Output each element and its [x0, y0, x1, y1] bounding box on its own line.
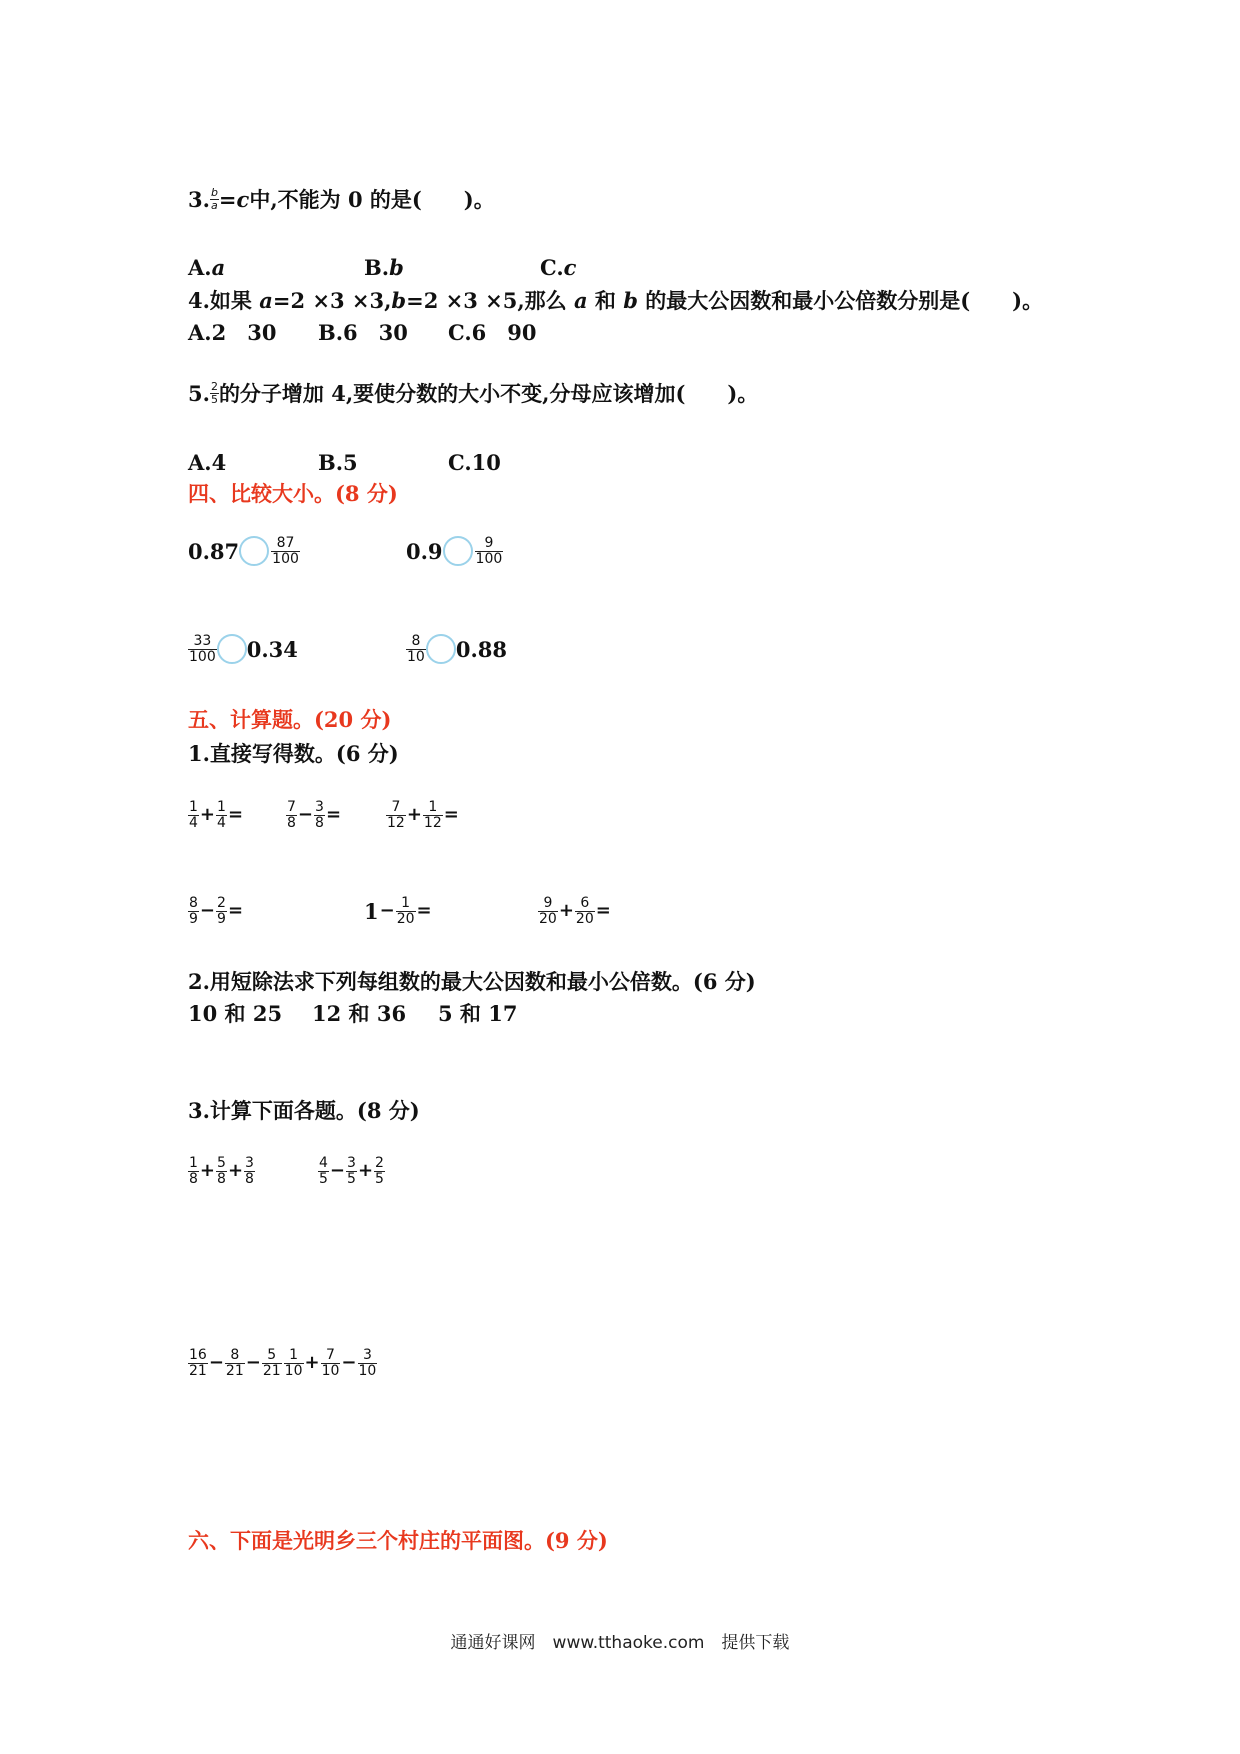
compare-item-4: $\frac{8}{10}$ 0.88	[407, 633, 507, 665]
calc-expression-2: $\frac{4}{5}$ − $\frac{3}{5}$ + $\frac{2}{5}$	[319, 1155, 384, 1187]
q3-fraction: $\frac{b}{a}$	[210, 186, 218, 212]
q4-stem: 4.如果 a=2 ×3 ×3,b=2 ×3 ×5,那么 a 和 b 的最大公因数和最小公倍数分别是( )。	[188, 288, 1044, 313]
q4-option-c: C.6 90	[448, 320, 537, 345]
compare-item-3: $\frac{33}{100}$ 0.34	[189, 633, 298, 665]
page-footer: 通通好课网 www.tthaoke.com 提供下载	[450, 1633, 790, 1653]
q3-option-a: A.a	[188, 255, 226, 280]
mental-calc-1: $\frac{1}{4}$ + $\frac{1}{4}$ =	[189, 799, 244, 831]
sub3-title: 3.计算下面各题。(8 分)	[188, 1098, 420, 1123]
q5-stem: 5. $\frac{2}{5}$ 的分子增加 4,要使分数的大小不变,分母应该增加( )。	[188, 380, 759, 406]
sub1-title: 1.直接写得数。(6 分)	[188, 741, 399, 766]
q5-fraction: $\frac{2}{5}$	[210, 380, 218, 406]
answer-circle[interactable]	[443, 536, 473, 566]
sub2-title: 2.用短除法求下列每组数的最大公因数和最小公倍数。(6 分)	[188, 969, 756, 994]
mental-calc-2: $\frac{7}{8}$ − $\frac{3}{8}$ =	[287, 799, 342, 831]
mental-calc-3: $\frac{7}{12}$ + $\frac{1}{12}$ =	[387, 799, 459, 831]
q5-option-a: A.4	[188, 450, 227, 475]
answer-circle[interactable]	[426, 634, 456, 664]
gcd-group-3: 5 和 17	[438, 1001, 518, 1026]
q3-stem: 3. $\frac{b}{a}$ = c 中,不能为 0 的是( )。	[188, 186, 495, 212]
compare-item-2: 0.9 $\frac{9}{100}$	[406, 535, 503, 567]
mental-calc-6: $\frac{9}{20}$ + $\frac{6}{20}$ =	[539, 895, 611, 927]
q4-option-b: B.6 30	[318, 320, 408, 345]
section6-title: 六、下面是光明乡三个村庄的平面图。(9 分)	[188, 1528, 608, 1553]
section5-title: 五、计算题。(20 分)	[188, 707, 392, 732]
compare-item-1: 0.87 $\frac{87}{100}$	[188, 535, 299, 567]
mental-calc-4: $\frac{8}{9}$ − $\frac{2}{9}$ =	[189, 895, 244, 927]
gcd-group-1: 10 和 25	[188, 1001, 283, 1026]
calc-expression-3-4: $\frac{16}{21}$ − $\frac{8}{21}$ − $\frac{5}{21}$ $\frac{1}{10}$ + $\frac{7}{10}$ − $\frac{3}{10}$	[189, 1347, 377, 1379]
q4-option-a: A.2 30	[188, 320, 277, 345]
calc-expression-1: $\frac{1}{8}$ + $\frac{5}{8}$ + $\frac{3}{8}$	[189, 1155, 254, 1187]
q5-option-c: C.10	[448, 450, 501, 475]
q5-option-b: B.5	[318, 450, 358, 475]
answer-circle[interactable]	[217, 634, 247, 664]
mental-calc-5: 1 − $\frac{1}{20}$ =	[364, 895, 432, 927]
gcd-group-2: 12 和 36	[312, 1001, 407, 1026]
q3-option-c: C.c	[540, 255, 577, 280]
section4-title: 四、比较大小。(8 分)	[188, 481, 398, 506]
q3-option-b: B.b	[364, 255, 404, 280]
answer-circle[interactable]	[239, 536, 269, 566]
